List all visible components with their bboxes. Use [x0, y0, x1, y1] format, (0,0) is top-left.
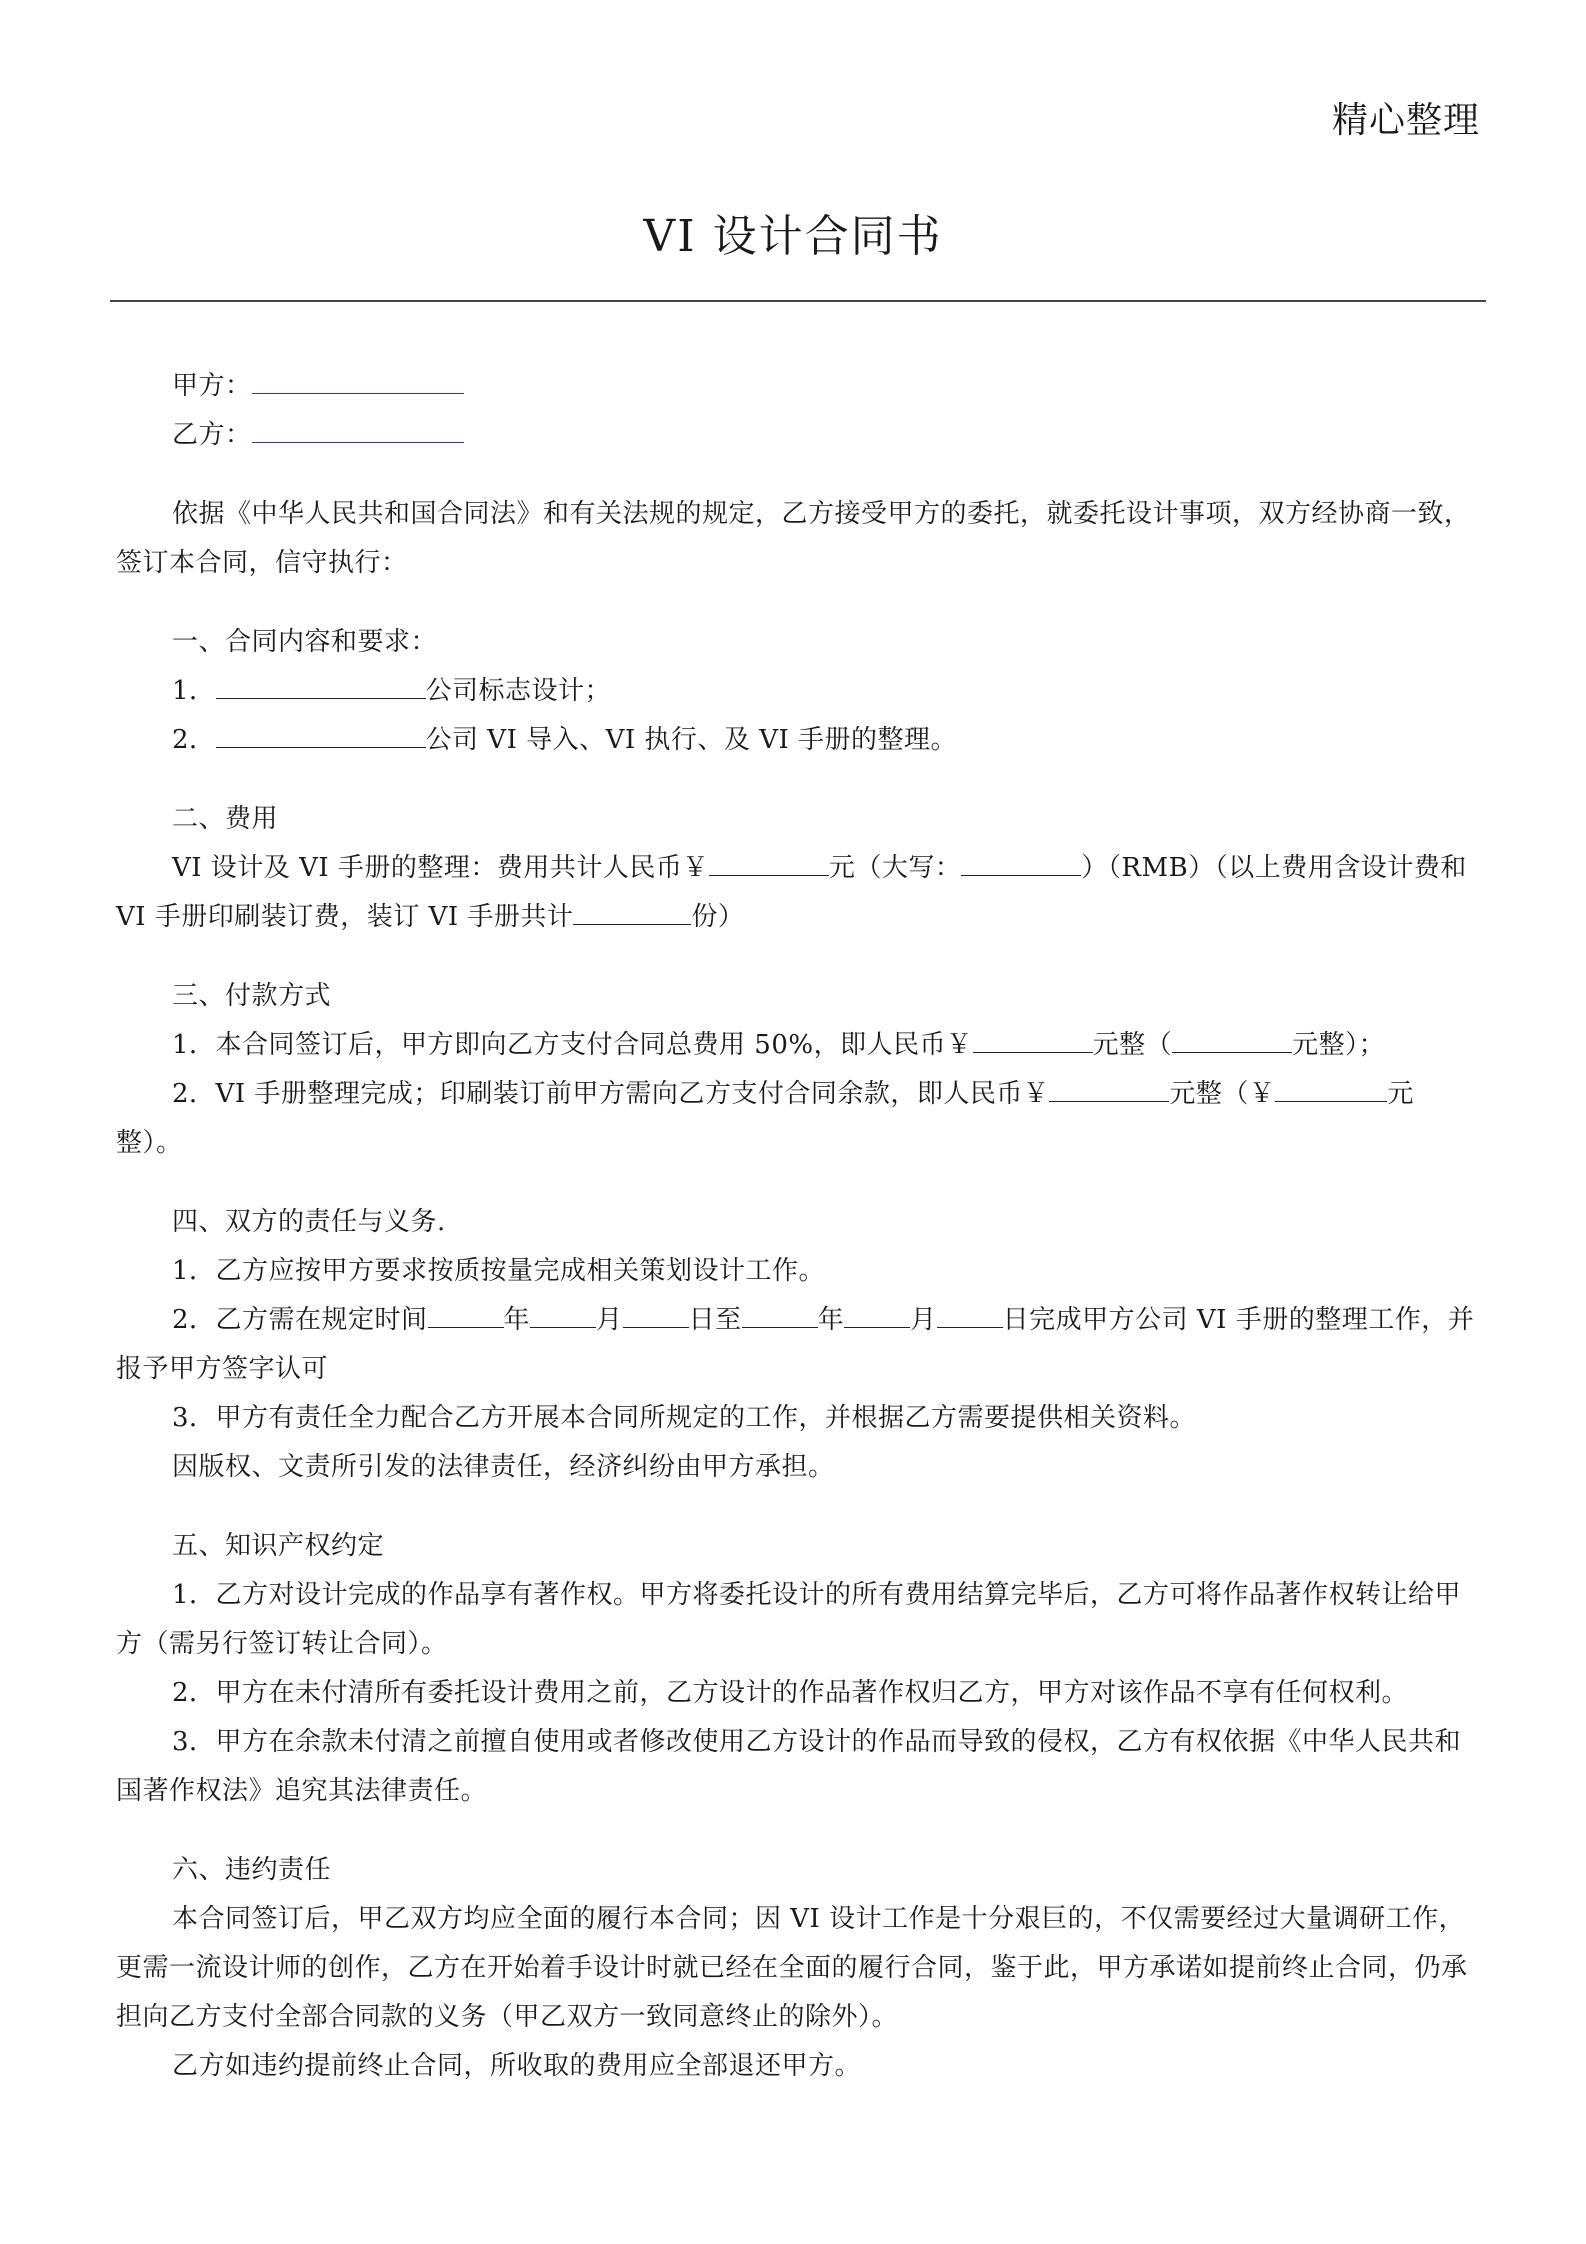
- end-year-blank[interactable]: [742, 1297, 818, 1328]
- year-label: 年: [503, 1305, 531, 1335]
- day-to-label: 日至: [688, 1305, 742, 1335]
- company-name-blank-1[interactable]: [216, 668, 426, 699]
- balance-payment-blank[interactable]: [1049, 1071, 1169, 1102]
- document-title: VI 设计合同书: [643, 211, 943, 262]
- payment-text-4: 2．VI 手册整理完成；印刷装订前甲方需向乙方支付合同余款，即人民币￥: [172, 1079, 1050, 1109]
- end-month-blank[interactable]: [844, 1297, 910, 1328]
- day-end-text: 日完成甲方公司 VI 手册的整理工作，并报予甲方签字认可: [116, 1305, 1475, 1384]
- first-payment-blank[interactable]: [973, 1022, 1093, 1053]
- section-6-paragraph-2: 乙方如违约提前终止合同，所收取的费用应全部退还甲方。: [172, 2051, 862, 2081]
- section-4-item-2: [116, 1296, 1476, 1394]
- section-1-item-1: [116, 667, 1476, 716]
- party-a-blank[interactable]: [252, 363, 464, 394]
- title-divider: [110, 300, 1486, 302]
- header-note: 精心整理: [1331, 100, 1480, 141]
- party-b-blank[interactable]: [252, 412, 464, 443]
- party-b-label: 乙方：: [172, 420, 252, 450]
- fee-amount-blank[interactable]: [709, 845, 829, 876]
- section-4-item-4: 因版权、文责所引发的法律责任，经济纠纷由甲方承担。: [172, 1452, 835, 1482]
- section-2-fee-text: [116, 844, 1476, 942]
- party-b-line: [116, 411, 1476, 460]
- contract-body: [116, 362, 1476, 2091]
- company-name-blank-2[interactable]: [216, 717, 426, 748]
- section-4-heading: 四、双方的责任与义务.: [172, 1207, 446, 1237]
- month-label: 月: [596, 1305, 623, 1335]
- payment-text-5: 元整（￥: [1169, 1079, 1276, 1109]
- first-payment-uppercase-blank[interactable]: [1172, 1022, 1292, 1053]
- fee-text-1: VI 设计及 VI 手册的整理：费用共计人民币￥: [172, 853, 709, 883]
- intro-paragraph: 依据《中华人民共和国合同法》和有关法规的规定，乙方接受甲方的委托，就委托设计事项，双方经协商一致，签订本合同，信守执行：: [116, 499, 1471, 578]
- section-6-heading: 六、违约责任: [172, 1855, 332, 1885]
- section-4-item-3: 3．甲方有责任全力配合乙方开展本合同所规定的工作，并根据乙方需要提供相关资料。: [172, 1403, 1197, 1433]
- section-3-heading: 三、付款方式: [172, 981, 332, 1011]
- section-2-heading: 二、费用: [172, 804, 279, 834]
- fee-text-2: 元（大写：: [828, 853, 962, 883]
- fee-uppercase-blank[interactable]: [961, 845, 1081, 876]
- fee-text-3: ）（RMB）（以上费用含设计费和 VI 手册印刷装订费，装订 VI 手册共计: [116, 853, 1467, 932]
- start-month-blank[interactable]: [530, 1297, 596, 1328]
- party-a-line: [116, 362, 1476, 411]
- payment-text-2: 元整（: [1092, 1030, 1173, 1060]
- fee-text-4: 份）: [691, 902, 745, 932]
- section-5-item-1: 1．乙方对设计完成的作品享有著作权。甲方将委托设计的所有费用结算完毕后，乙方可将作品著作权转让给甲方（需另行签订转让合同）。: [116, 1580, 1462, 1659]
- payment-text-1: 1．本合同签订后，甲方即向乙方支付合同总费用 50%，即人民币￥: [172, 1030, 973, 1060]
- section-5-heading: 五、知识产权约定: [172, 1531, 385, 1561]
- section-3-item-2: [116, 1070, 1476, 1168]
- party-a-label: 甲方：: [172, 371, 252, 401]
- month-label: 月: [910, 1305, 937, 1335]
- end-day-blank[interactable]: [937, 1297, 1003, 1328]
- year-label: 年: [817, 1305, 845, 1335]
- start-day-blank[interactable]: [623, 1297, 689, 1328]
- section-1-item-2: [116, 716, 1476, 765]
- manual-count-blank[interactable]: [573, 894, 691, 925]
- duty-text: 2．乙方需在规定时间: [172, 1305, 428, 1335]
- payment-text-3: 元整）；: [1292, 1030, 1386, 1060]
- section-3-item-1: [116, 1021, 1476, 1070]
- item-text: 公司标志设计；: [425, 676, 612, 706]
- item-number: 1．: [172, 676, 216, 706]
- section-5-item-2: 2．甲方在未付清所有委托设计费用之前，乙方设计的作品著作权归乙方，甲方对该作品不享有任何权利。: [172, 1678, 1409, 1708]
- balance-payment-uppercase-blank[interactable]: [1275, 1071, 1387, 1102]
- section-5-item-3: 3．甲方在余款未付清之前擅自使用或者修改使用乙方设计的作品而导致的侵权，乙方有权依据《中华人民共和国著作权法》追究其法律责任。: [116, 1727, 1462, 1806]
- item-text: 公司 VI 导入、VI 执行、及 VI 手册的整理。: [425, 725, 958, 755]
- section-1-heading: 一、合同内容和要求：: [172, 627, 438, 657]
- payment-text-6: 元整）。: [116, 1079, 1414, 1158]
- item-number: 2．: [172, 725, 216, 755]
- section-4-item-1: 1．乙方应按甲方要求按质按量完成相关策划设计工作。: [172, 1256, 826, 1286]
- section-6-paragraph-1: 本合同签订后，甲乙双方均应全面的履行本合同；因 VI 设计工作是十分艰巨的，不仅需要经过大量调研工作，更需一流设计师的创作，乙方在开始着手设计时就已经在全面的履行合同，鉴于此，甲方承诺如提前终止合同，仍承担向乙方支付全部合同款的义务（甲乙双方一致同意终止的除外）。: [116, 1904, 1468, 2032]
- start-year-blank[interactable]: [428, 1297, 504, 1328]
